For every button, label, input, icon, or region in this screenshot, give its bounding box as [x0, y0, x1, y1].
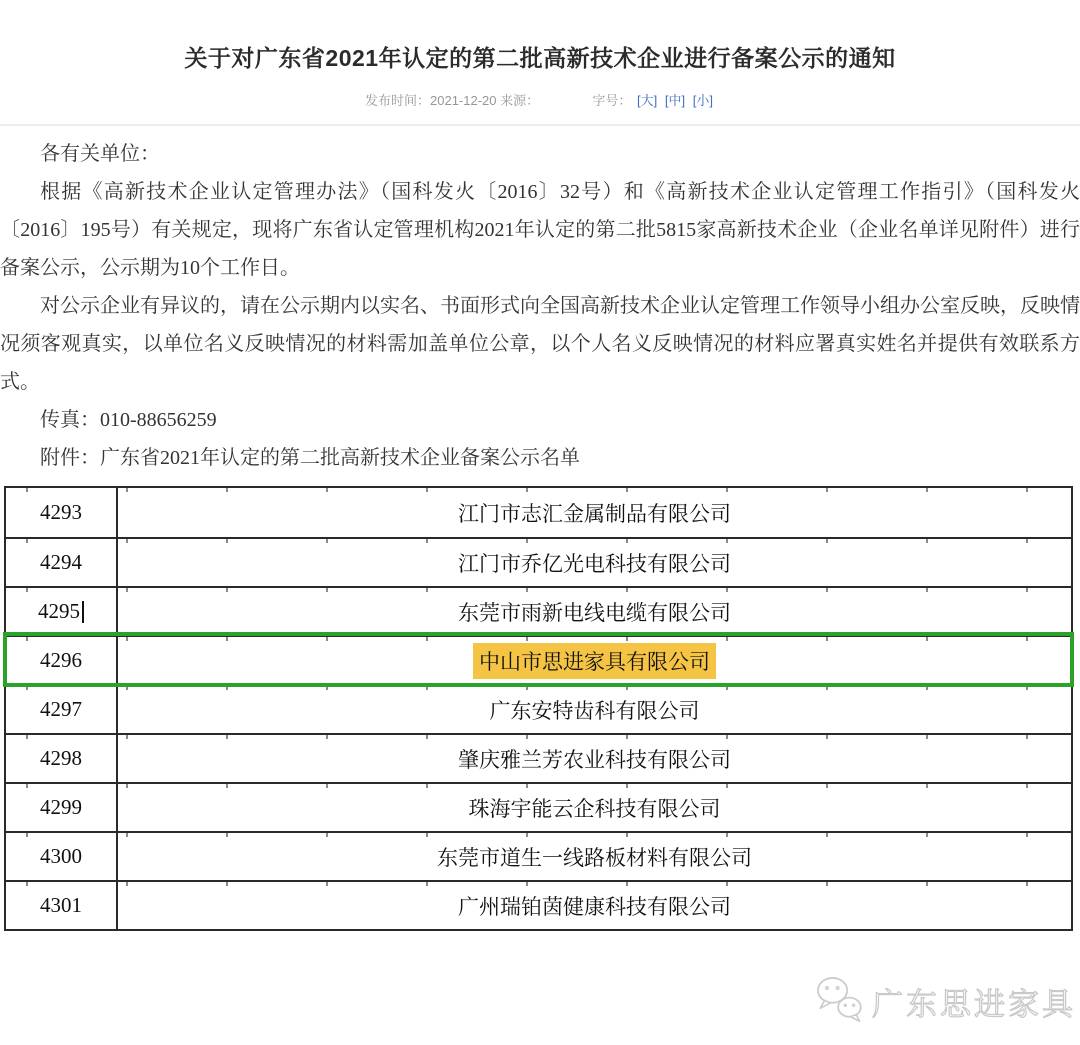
fontsize-large-link[interactable]: [大] — [637, 93, 658, 108]
row-number-cell: 4296 — [6, 637, 118, 684]
row-number-cell: 4301 — [6, 882, 118, 929]
table-row — [6, 684, 1071, 733]
fontsize-label: 字号： — [592, 93, 632, 108]
row-number-cell: 4293 — [6, 488, 118, 537]
row-number-cell-with-cursor[interactable] — [6, 588, 118, 635]
fontsize-small-link[interactable]: [小] — [692, 93, 713, 108]
table-row — [6, 537, 1071, 586]
wechat-icon — [814, 974, 868, 1028]
highlighted-company-name: 中山市思进家具有限公司 — [473, 643, 716, 679]
table-row — [6, 733, 1071, 782]
paragraph-basis: 根据《高新技术企业认定管理办法》（国科发火〔2016〕32号）和《高新技术企业认定管理工作指引》（国科发火〔2016〕195号）有关规定，现将广东省认定管理机构2021年认定的第二批5815家高新技术企业（企业名单详见附件）进行备案公示，公示期为10个工作日。 — [0, 181, 1080, 279]
table-row — [6, 586, 1071, 635]
publish-time-label: 发布时间： — [365, 93, 431, 108]
fontsize-medium-link[interactable]: [中] — [664, 93, 686, 108]
notice-page — [0, 40, 1080, 1045]
row-number-cell: 4300 — [6, 833, 118, 880]
paragraph-objection: 对公示企业有异议的，请在公示期内以实名、书面形式向全国高新技术企业认定管理工作领导小组办公室反映，反映情况须客观真实，以单位名义反映情况的材料需加盖单位公章，以个人名义反映情况的材料应署真实姓名并提供有效联系方式。 — [0, 295, 1080, 393]
text-cursor — [82, 601, 84, 623]
notice-body — [0, 135, 1080, 477]
company-name-cell: 江门市志汇金属制品有限公司 — [458, 501, 731, 526]
company-list-table — [4, 486, 1073, 931]
row-number-cell: 4294 — [6, 539, 118, 586]
row-number: 4295 — [38, 599, 80, 623]
company-name-cell: 东莞市雨新电线电缆有限公司 — [458, 600, 731, 625]
company-name-cell: 广东安特齿科有限公司 — [489, 698, 700, 723]
company-name-cell: 肇庆雅兰芳农业科技有限公司 — [458, 747, 731, 772]
table-row — [6, 880, 1071, 929]
table-row — [6, 831, 1071, 880]
row-number-cell: 4299 — [6, 784, 118, 831]
source-label: 来源： — [500, 93, 540, 108]
company-name-cell — [118, 637, 1071, 684]
brand-watermark — [814, 974, 1076, 1028]
row-number-cell: 4297 — [6, 686, 118, 733]
salutation: 各有关单位： — [40, 143, 160, 165]
row-number-cell: 4298 — [6, 735, 118, 782]
table-row — [6, 782, 1071, 831]
table-row-highlighted — [6, 635, 1071, 684]
publish-date: 2021-12-20 — [430, 93, 497, 108]
company-name-cell: 东莞市道生一线路板材料有限公司 — [437, 845, 752, 870]
fax-line: 传真：010-88656259 — [40, 409, 217, 431]
page-title: 关于对广东省2021年认定的第二批高新技术企业进行备案公示的通知 — [184, 45, 896, 71]
watermark-text: 广东思进家具 — [872, 986, 1076, 1022]
table-row — [6, 488, 1071, 537]
header-divider — [0, 124, 1080, 126]
company-name-cell: 珠海宇能云企科技有限公司 — [468, 796, 721, 821]
company-name-cell: 广州瑞铂茵健康科技有限公司 — [458, 894, 731, 919]
company-name-cell: 江门市乔亿光电科技有限公司 — [458, 551, 731, 576]
attachment-line: 附件：广东省2021年认定的第二批高新技术企业备案公示名单 — [40, 447, 580, 469]
meta-bar — [0, 90, 1080, 109]
